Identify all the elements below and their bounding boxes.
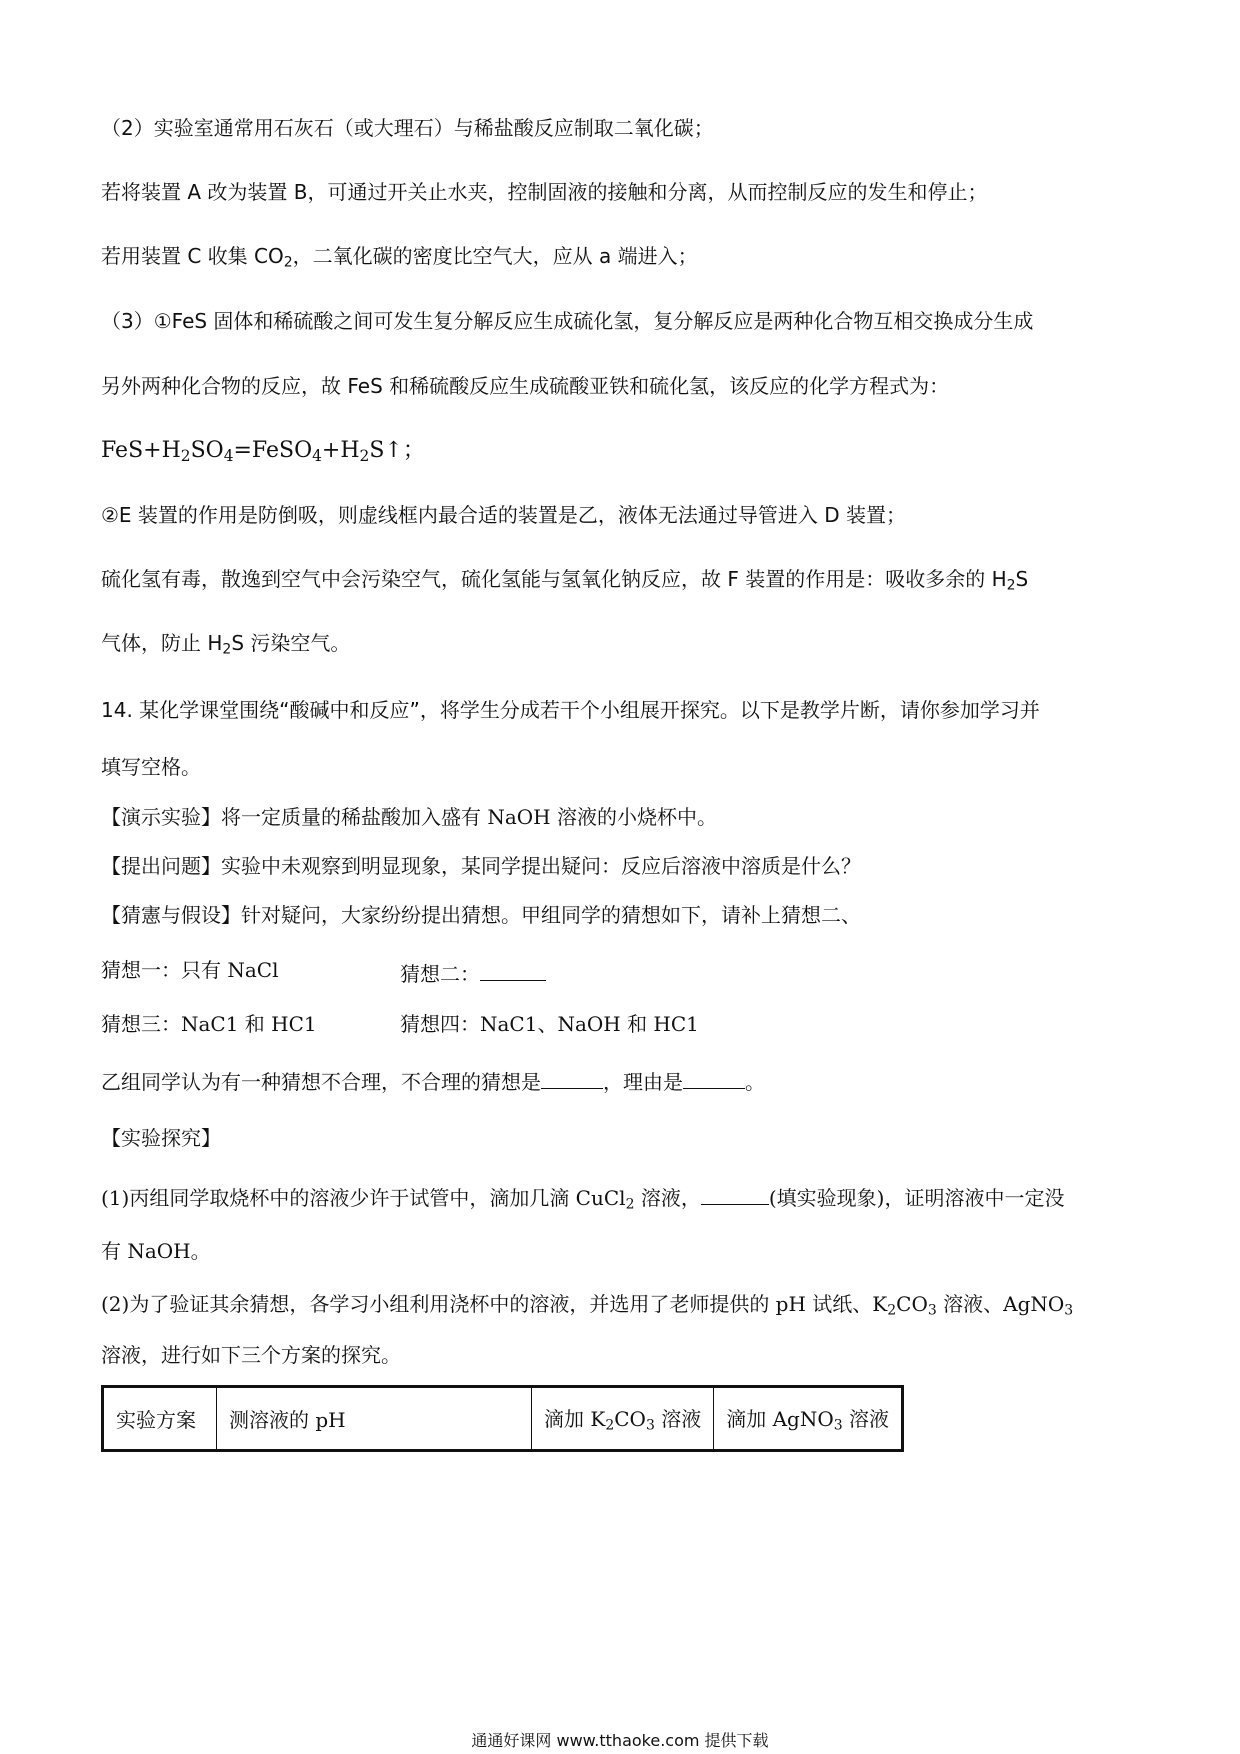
guess-three: 猜想三：NaC1 和 HC1 — [101, 1012, 317, 1036]
para-device-f-2: 气体，防止 $H_2S$ 污染空气。 — [101, 631, 351, 658]
guess-two: 猜想二： — [400, 960, 546, 984]
raise-question: 【提出问题】实验中未观察到明显现象，某同学提出疑问：反应后溶液中溶质是什么？ — [101, 854, 861, 878]
answer-blank[interactable] — [480, 960, 546, 981]
para-lab-co2: （2）实验室通常用石灰石（或大理石）与稀盐酸反应制取二氧化碳； — [101, 116, 714, 140]
para-device-f-1: 硫化氢有毒，散逸到空气中会污染空气，硫化氢能与氢氧化钠反应，故 F 装置的作用是：吸收多余的 $H_2S$ — [101, 567, 1029, 594]
para-device-b: 若将装置 A 改为装置 B，可通过开关止水夹，控制固液的接触和分离，从而控制反应的发生和停止； — [101, 180, 988, 204]
experiment-plan-table — [101, 1385, 904, 1452]
page-footer: 通通好课网 www.tthaoke.com 提供下载 — [471, 1731, 769, 1750]
explore-step-1-line-2: 有 NaOH。 — [101, 1239, 211, 1263]
answer-blank[interactable] — [683, 1068, 745, 1089]
para-device-e: ②E 装置的作用是防倒吸，则虚线框内最合适的装置是乙，液体无法通过导管进入 D 装置； — [101, 503, 907, 527]
demo-experiment: 【演示实验】将一定质量的稀盐酸加入盛有 NaOH 溶液的小烧杯中。 — [101, 805, 717, 829]
explore-step-2-line-2: 溶液，进行如下三个方案的探究。 — [101, 1343, 401, 1367]
question-14-line-1: 14. 某化学课堂围绕“酸碱中和反应”，将学生分成若干个小组展开探究。以下是教学片断，请你参加学习并 — [101, 698, 1040, 722]
experiment-explore-heading: 【实验探究】 — [101, 1126, 221, 1150]
answer-blank[interactable] — [701, 1184, 769, 1205]
table-row — [103, 1387, 903, 1451]
para-fes-2: 另外两种化合物的反应，故 FeS 和稀硫酸反应生成硫酸亚铁和硫化氢，该反应的化学方程式为： — [101, 374, 950, 398]
para-fes-1: （3）①FeS 固体和稀硫酸之间可发生复分解反应生成硫化氢，复分解反应是两种化合物互相交换成分生成 — [101, 309, 1034, 333]
group-yi-statement: 乙组同学认为有一种猜想不合理，不合理的猜想是 ，理由是 。 — [101, 1070, 765, 1094]
question-14-line-2: 填写空格。 — [101, 755, 201, 779]
table-cell-ph: 测溶液的 pH — [217, 1387, 532, 1451]
para-device-c: 若用装置 C 收集 $CO_2$，二氧化碳的密度比空气大，应从 a 端进入； — [101, 244, 698, 271]
explore-step-2-line-1: (2)为了验证其余猜想，各学习小组利用浇杯中的溶液，并选用了老师提供的 pH 试纸、$K_2CO_3$ 溶液、AgNO$_3$ — [101, 1292, 1074, 1319]
table-cell-k2co3: 滴加 $K_2CO_3$ 溶液 — [532, 1387, 714, 1451]
table-cell-plan-label: 实验方案 — [103, 1387, 217, 1451]
guess-four: 猜想四：NaC1、NaOH 和 HC1 — [400, 1012, 699, 1036]
guess-one: 猜想一：只有 NaCl — [101, 958, 279, 982]
chemical-equation: $FeS+H_2SO_4=FeSO_4+H_2S↑$； — [101, 438, 425, 465]
table-cell-agno3: 滴加 AgNO$_3$ 溶液 — [714, 1387, 903, 1451]
hypothesis-intro: 【猜憲与假设】针对疑问，大家纷纷提出猜想。甲组同学的猜想如下，请补上猜想二、 — [101, 903, 861, 927]
explore-step-1-line-1: (1)丙组同学取烧杯中的溶液少许于试管中，滴加几滴 CuCl$_2$ 溶液， (填实验现象)，证明溶液中一定没 — [101, 1186, 1065, 1213]
answer-blank[interactable] — [541, 1068, 603, 1089]
